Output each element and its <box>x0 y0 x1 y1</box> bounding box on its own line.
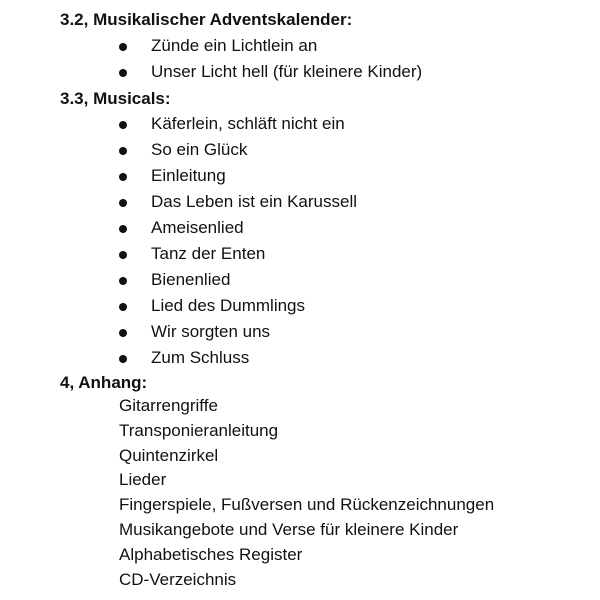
bullet-icon <box>119 303 127 311</box>
bullet-icon <box>119 277 127 285</box>
section-list-3-3 <box>0 111 600 371</box>
bullet-icon <box>119 69 127 77</box>
section-heading-3-2: 3.2, Musikalischer Adventskalender: <box>60 10 353 29</box>
list-item: Wir sorgten uns <box>0 319 600 345</box>
list-item: So ein Glück <box>0 137 600 163</box>
list-item: Lieder <box>119 470 167 490</box>
list-item: Zünde ein Lichtlein an <box>0 33 600 59</box>
list-item: Gitarrengriffe <box>119 396 218 415</box>
list-item: Fingerspiele, Fußversen und Rückenzeichnungen <box>119 495 495 515</box>
section-list-3-2 <box>0 33 600 85</box>
list-item: CD-Verzeichnis <box>119 569 237 589</box>
list-item: Das Leben ist ein Karussell <box>0 189 600 215</box>
section-heading-4: 4, Anhang: <box>60 373 148 392</box>
bullet-icon <box>119 329 127 337</box>
bullet-icon <box>119 121 127 129</box>
section-list-4 <box>0 394 600 592</box>
list-item: Ameisenlied <box>0 215 600 241</box>
list-item: Zum Schluss <box>0 345 600 371</box>
bullet-icon <box>119 355 127 363</box>
list-item: Tanz der Enten <box>0 241 600 267</box>
list-item: Unser Licht hell (für kleinere Kinder) <box>0 59 600 85</box>
bullet-icon <box>119 43 127 51</box>
list-item: Bienenlied <box>0 267 600 293</box>
bullet-icon <box>119 225 127 233</box>
list-item: Einleitung <box>0 163 600 189</box>
list-item: Transponieranleitung <box>119 420 279 440</box>
bullet-icon <box>119 147 127 155</box>
section-heading-3-3: 3.3, Musicals: <box>60 89 171 108</box>
list-item: Käferlein, schläft nicht ein <box>0 111 600 137</box>
bullet-icon <box>119 199 127 207</box>
list-item: Quintenzirkel <box>119 445 219 465</box>
list-item: Lied des Dummlings <box>0 293 600 319</box>
list-item: Alphabetisches Register <box>119 544 303 564</box>
bullet-icon <box>119 251 127 259</box>
bullet-icon <box>119 173 127 181</box>
list-item: Musikangebote und Verse für kleinere Kinder <box>119 519 459 539</box>
